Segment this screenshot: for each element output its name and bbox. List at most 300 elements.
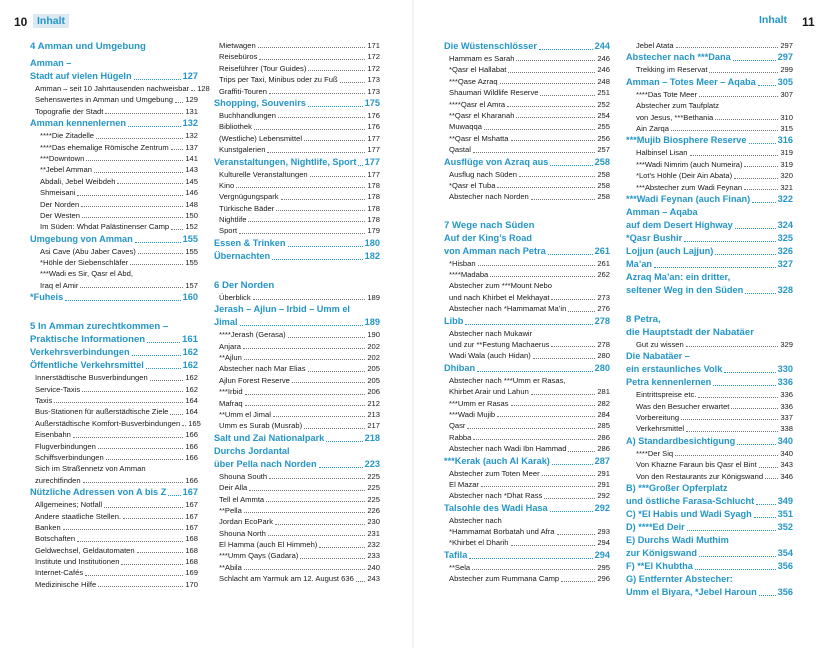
entry-page-number: 178 — [367, 192, 380, 202]
toc-column — [30, 40, 210, 590]
entry-page-number: 167 — [182, 487, 198, 498]
dot-leader — [744, 166, 778, 167]
entry-title: auf dem Desert Highway — [626, 219, 733, 230]
entry-title: **Qasr el Mshatta — [449, 133, 509, 143]
toc-entry — [214, 420, 380, 431]
dot-leader — [539, 49, 593, 50]
entry-page-number: 296 — [597, 574, 610, 584]
dot-leader — [138, 253, 184, 254]
entry-page-number: 161 — [181, 334, 198, 346]
entry-page-number: 286 — [597, 444, 610, 454]
section-entry — [626, 258, 793, 271]
entry-page-number: 166 — [185, 475, 198, 485]
toc-entry — [444, 432, 610, 443]
section-entry — [626, 206, 793, 219]
toc-entry — [214, 203, 380, 214]
dot-leader — [511, 545, 596, 546]
dot-leader — [497, 187, 595, 188]
toc-entry — [444, 468, 610, 479]
entry-page-number: 189 — [367, 292, 380, 302]
dot-leader — [735, 228, 776, 229]
dot-leader — [654, 267, 776, 268]
entry-page-number: 352 — [777, 522, 793, 533]
dot-leader — [671, 130, 778, 131]
section-entry — [626, 76, 793, 89]
dot-leader — [273, 416, 365, 417]
entry-title: *Fuheis — [30, 292, 64, 303]
entry-page-number: 178 — [367, 215, 380, 225]
entry-title: Überblick — [219, 292, 251, 302]
toc-entry — [30, 257, 198, 268]
toc-entry — [444, 398, 610, 409]
entry-title: El Mazar — [449, 479, 479, 489]
toc-entry — [444, 292, 610, 303]
entry-title: Übernachten — [214, 250, 271, 261]
toc-entry — [214, 74, 380, 85]
toc-entry — [214, 573, 380, 584]
entry-page-number: 155 — [182, 233, 198, 244]
entry-page-number: 307 — [780, 89, 793, 99]
entry-title: ****Der Siq — [636, 448, 674, 458]
entry-title: Talsohle des Wadi Hasa — [444, 502, 548, 513]
dot-leader — [243, 348, 365, 349]
entry-title: Tafila — [444, 549, 468, 560]
entry-page-number: 261 — [597, 258, 610, 268]
section-entry — [444, 549, 610, 562]
section-entry — [626, 534, 793, 547]
dot-leader — [94, 172, 183, 173]
entry-title: E) Durchs Wadi Muthim — [626, 535, 729, 546]
toc-entry — [444, 144, 610, 155]
entry-title: Kunstgalerien — [219, 145, 266, 155]
entry-title: Andere staatliche Stellen. — [35, 511, 122, 521]
entry-title: Die Wüstenschlösser — [444, 41, 537, 51]
entry-title: Innerstädtische Busverbindungen — [35, 373, 148, 383]
entry-page-number: 212 — [367, 398, 380, 408]
dot-leader — [268, 535, 365, 536]
entry-title: ein erstaunliches Volk — [626, 364, 723, 375]
dot-leader — [77, 195, 183, 196]
entry-title: zurechtfinden — [35, 475, 81, 485]
toc-entry — [30, 441, 198, 452]
entry-title: Shouna South — [219, 471, 268, 481]
entry-title: Jordan EcoPark — [219, 517, 274, 527]
entry-page-number: 172 — [367, 52, 380, 62]
entry-title: Amman kennenlernen — [30, 118, 126, 129]
left-page — [0, 0, 413, 648]
dot-leader — [300, 558, 365, 559]
entry-title: Trekking im Reservat — [636, 65, 708, 75]
entry-title: Verkehrsverbindungen — [30, 347, 130, 358]
toc-entry — [444, 280, 610, 291]
entry-title: Reiseführer (Tour Guides) — [219, 63, 307, 73]
dot-leader — [477, 371, 593, 372]
entry-page-number: 162 — [182, 360, 198, 371]
dot-leader — [508, 72, 595, 73]
entry-title: Qasr — [449, 421, 466, 431]
toc-entry — [214, 352, 380, 363]
dot-leader — [236, 187, 365, 188]
section-entry — [30, 233, 198, 246]
dot-leader — [542, 475, 596, 476]
dot-leader — [465, 324, 592, 325]
entry-title: Stadt auf vielen Hügeln — [30, 71, 132, 81]
dot-leader — [319, 547, 365, 548]
entry-page-number: 231 — [367, 528, 380, 538]
toc-entry — [214, 363, 380, 374]
entry-page-number: 176 — [367, 122, 380, 132]
dot-leader — [551, 346, 595, 347]
toc-entry — [444, 339, 610, 350]
entry-title: ***Mujib Biosphere Reserve — [626, 135, 747, 146]
section-entry — [214, 445, 380, 458]
dot-leader — [150, 380, 184, 381]
chapter-heading — [444, 219, 610, 232]
toc-entry — [30, 452, 198, 463]
entry-title: Shaumari Wildlife Reserve — [449, 88, 539, 98]
entry-page-number: 177 — [364, 156, 380, 167]
entry-title: 4 Amman und Umgebung — [30, 41, 146, 52]
toc-entry — [626, 448, 793, 459]
dot-leader — [146, 368, 181, 369]
toc-entry — [30, 463, 198, 474]
entry-page-number: 299 — [780, 65, 793, 75]
entry-title: Abstecher nach *Hammamat Ma’in — [449, 304, 567, 314]
toc-entry — [626, 182, 793, 193]
entry-title: zur Königswand — [626, 548, 697, 559]
dot-leader — [130, 264, 183, 265]
dot-leader — [734, 178, 778, 179]
entry-title: Türkische Bäder — [219, 203, 275, 213]
dot-leader — [473, 152, 595, 153]
dot-leader — [98, 448, 184, 449]
entry-title: ****Das Tote Meer — [636, 89, 698, 99]
toc-entry — [30, 522, 198, 533]
section-entry — [444, 232, 610, 245]
dot-leader — [561, 581, 595, 582]
entry-title: ****Madaba — [449, 270, 489, 280]
entry-page-number: 178 — [367, 180, 380, 190]
toc-entry — [626, 471, 793, 482]
entry-page-number: 315 — [780, 123, 793, 133]
toc-entry — [30, 545, 198, 556]
entry-page-number: 281 — [597, 387, 610, 397]
entry-page-number: 292 — [597, 491, 610, 501]
dot-leader — [500, 83, 596, 84]
dot-leader — [269, 93, 365, 94]
toc-entry — [30, 418, 201, 429]
entry-page-number: 336 — [777, 377, 793, 388]
entry-page-number: 177 — [367, 133, 380, 143]
entry-title: Im Süden: Whdat Palästinenser Camp — [40, 222, 170, 232]
entry-page-number: 294 — [594, 549, 610, 560]
entry-page-number: 252 — [597, 99, 610, 109]
toc-entry — [444, 420, 610, 431]
dot-leader — [550, 165, 592, 166]
entry-page-number: 292 — [594, 502, 610, 513]
toc-entry — [626, 389, 793, 400]
entry-page-number: 258 — [597, 192, 610, 202]
dot-leader — [758, 85, 776, 86]
entry-title: Petra kennenlernen — [626, 377, 712, 388]
section-entry — [214, 237, 380, 250]
section-entry — [444, 455, 610, 468]
entry-title: Flugverbindungen — [35, 441, 96, 451]
entry-title: ***Wadi Mujib — [449, 409, 496, 419]
entry-title: Ausflüge von Azraq aus — [444, 156, 549, 167]
entry-title: Hammam es Sarah — [449, 53, 515, 63]
dot-leader — [540, 95, 595, 96]
toc-entry — [30, 199, 198, 210]
dot-leader — [259, 59, 365, 60]
toc-entry — [214, 505, 380, 516]
entry-title: Gut zu wissen — [636, 339, 684, 349]
entry-page-number: 258 — [594, 156, 610, 167]
entry-title: Verkehrsmittel — [636, 424, 685, 434]
dot-leader — [744, 189, 778, 190]
entry-title: Von Khazne Faraun bis Qasr el Bint — [636, 460, 757, 470]
dot-leader — [278, 117, 365, 118]
toc-entry — [626, 89, 793, 100]
toc-entry — [444, 258, 610, 269]
dot-leader — [690, 155, 779, 156]
dot-leader — [533, 358, 596, 359]
entry-title: ***Wadi Nimrim (auch Numeira) — [636, 159, 743, 169]
entry-page-number: 226 — [367, 505, 380, 515]
toc-entry — [444, 180, 610, 191]
entry-title: Abstecher zum ***Mount Nebo — [449, 281, 552, 291]
entry-page-number: 257 — [597, 145, 610, 155]
dot-leader — [182, 425, 186, 426]
chapter-heading — [626, 313, 793, 326]
entry-title: Abstecher nach — [449, 515, 502, 525]
running-head: Inhalt — [33, 14, 69, 28]
entry-title: Umm es Surab (Musrab) — [219, 421, 303, 431]
entry-page-number: 321 — [780, 182, 793, 192]
dot-leader — [147, 342, 180, 343]
dot-leader — [550, 511, 593, 512]
page-number: 10 — [14, 15, 28, 29]
entry-title: Allgemeines; Notfall — [35, 500, 103, 510]
dot-leader — [239, 233, 365, 234]
dot-leader — [756, 504, 776, 505]
entry-title: Amman – — [30, 58, 72, 68]
section-entry — [444, 502, 610, 515]
entry-title: Abdali, Jebel Weibdeh — [40, 176, 116, 186]
toc-entry — [626, 123, 793, 134]
dot-leader — [754, 517, 776, 518]
entry-page-number: 254 — [597, 110, 610, 120]
section-entry — [626, 51, 793, 64]
entry-title: Ausflug nach Süden — [449, 169, 517, 179]
dot-leader — [171, 149, 184, 150]
toc-entry — [30, 280, 198, 291]
entry-page-number: 167 — [185, 511, 198, 521]
entry-title: **Sela — [449, 562, 471, 572]
dot-leader — [106, 459, 184, 460]
dot-leader — [686, 431, 778, 432]
entry-title: Reisebüros — [219, 52, 258, 62]
entry-title: Eisenbahn — [35, 430, 71, 440]
dot-leader — [552, 464, 593, 465]
entry-title: Tell el Ammta — [219, 494, 265, 504]
entry-title: A) Standardbesichtigung — [626, 435, 736, 446]
toc-entry — [30, 106, 198, 117]
entry-title: Abstecher nach Mukawir — [449, 328, 533, 338]
toc-entry — [626, 147, 793, 158]
entry-page-number: 340 — [780, 448, 793, 458]
entry-title: Veranstaltungen, Nightlife, Sport — [214, 156, 357, 167]
toc-entry — [30, 142, 198, 153]
entry-page-number: 349 — [777, 496, 793, 507]
entry-page-number: 152 — [185, 222, 198, 232]
dot-leader — [85, 575, 183, 576]
entry-page-number: 182 — [364, 250, 380, 261]
dot-leader — [568, 451, 595, 452]
toc-entry — [214, 86, 380, 97]
entry-title: Taxis — [35, 396, 53, 406]
entry-page-number: 291 — [597, 468, 610, 478]
entry-title: *Qasr el Tuba — [449, 180, 496, 190]
toc-entry — [444, 328, 610, 339]
toc-entry — [444, 76, 610, 87]
entry-title: Muwaqqa — [449, 122, 482, 132]
entry-title: Die Nabatäer – — [626, 351, 690, 362]
entry-page-number: 232 — [367, 540, 380, 550]
entry-page-number: 297 — [777, 52, 793, 63]
toc-entry — [30, 579, 198, 590]
dot-leader — [105, 113, 183, 114]
entry-title: Sport — [219, 226, 238, 236]
entry-title: C) *El Habis und Wadi Syagh — [626, 509, 752, 520]
entry-page-number: 273 — [597, 292, 610, 302]
toc-column — [214, 40, 380, 585]
entry-title: Geldwechsel, Geldautomaten — [35, 545, 135, 555]
chapter-heading — [30, 320, 198, 333]
entry-page-number: 330 — [777, 364, 793, 375]
entry-title: Abstecher nach Wadi Ibn Hammad — [449, 444, 567, 454]
dot-leader — [516, 117, 595, 118]
entry-page-number: 338 — [780, 424, 793, 434]
entry-page-number: 246 — [597, 65, 610, 75]
entry-page-number: 162 — [182, 347, 198, 358]
entry-title: Banken — [35, 522, 61, 532]
entry-title: Abstecher nach ***Umm er Rasas, — [449, 375, 566, 385]
toc-entry — [30, 372, 198, 383]
entry-page-number: 155 — [185, 258, 198, 268]
dot-leader — [54, 402, 183, 403]
entry-title: Anjara — [219, 341, 241, 351]
entry-page-number: 167 — [185, 500, 198, 510]
chapter-heading — [30, 333, 198, 346]
entry-page-number: 173 — [367, 75, 380, 85]
entry-title: Graffiti-Touren — [219, 86, 267, 96]
entry-title: Sich im Straßennetz von Amman — [35, 464, 146, 474]
section-entry — [626, 363, 793, 376]
dot-leader — [86, 160, 183, 161]
entry-page-number: 148 — [185, 199, 198, 209]
entry-page-number: 276 — [597, 304, 610, 314]
entry-title: Kulturelle Veranstaltungen — [219, 169, 308, 179]
entry-page-number: 322 — [777, 193, 793, 204]
section-entry — [626, 232, 793, 245]
entry-title: Jerash – Ajlun – Irbid – Umm el — [214, 304, 350, 315]
entry-page-number: 132 — [185, 131, 198, 141]
entry-page-number: 177 — [367, 145, 380, 155]
dot-leader — [308, 70, 365, 71]
entry-title: Sehenswertes in Amman und Umgebung — [35, 95, 174, 105]
dot-leader — [254, 129, 365, 130]
dot-leader — [171, 229, 183, 230]
dot-leader — [737, 444, 775, 445]
entry-page-number: 282 — [597, 398, 610, 408]
toc-entry — [444, 64, 610, 75]
entry-title: Eintrittspreise etc. — [636, 390, 697, 400]
entry-title: Iraq el Amir — [40, 280, 79, 290]
toc-entry — [444, 110, 610, 121]
toc-entry — [214, 471, 380, 482]
entry-page-number: 218 — [364, 432, 380, 443]
dot-leader — [310, 176, 366, 177]
toc-entry — [214, 494, 380, 505]
dot-leader — [121, 564, 183, 565]
entry-title: seltener Weg in den Süden — [626, 284, 744, 295]
section-entry — [214, 156, 380, 169]
entry-title: Der Westen — [40, 210, 80, 220]
entry-page-number: 150 — [185, 210, 198, 220]
toc-entry — [444, 169, 610, 180]
entry-page-number: 162 — [185, 373, 198, 383]
entry-page-number: 146 — [185, 188, 198, 198]
section-entry — [626, 508, 793, 521]
running-head: Inhalt — [759, 14, 787, 26]
entry-title: *Qasr Bushir — [626, 232, 683, 243]
entry-page-number: 202 — [367, 353, 380, 363]
dot-leader — [82, 217, 183, 218]
toc-entry — [30, 176, 198, 187]
dot-leader — [684, 241, 775, 242]
toc-column — [626, 40, 793, 599]
entry-page-number: 305 — [777, 76, 793, 87]
page-number: 11 — [802, 15, 815, 29]
entry-title: Dhiban — [444, 362, 476, 373]
section-entry — [626, 482, 793, 495]
toc-entry — [30, 83, 210, 94]
dot-leader — [245, 405, 366, 406]
entry-page-number: 354 — [777, 548, 793, 559]
toc-entry — [30, 475, 198, 486]
dot-leader — [272, 259, 362, 260]
entry-title: ****Qasr el Amra — [449, 99, 506, 109]
dot-leader — [80, 287, 183, 288]
entry-title: Ain Zarqa — [636, 123, 669, 133]
section-entry — [214, 432, 380, 445]
entry-title: Amman – Aqaba — [626, 206, 698, 217]
dot-leader — [82, 391, 183, 392]
toc-entry — [30, 187, 198, 198]
section-entry — [626, 193, 793, 206]
entry-page-number: 294 — [597, 538, 610, 548]
entry-page-number: 168 — [185, 534, 198, 544]
toc-entry — [626, 100, 793, 111]
entry-page-number: 129 — [185, 95, 198, 105]
toc-entry — [30, 511, 198, 522]
entry-title: Schiffsverbindungen — [35, 452, 104, 462]
entry-title: *Höhle der Siebenschläfer — [40, 258, 129, 268]
dot-leader — [123, 518, 183, 519]
entry-title: Azraq Ma’an: ein dritter, — [626, 271, 731, 282]
dot-leader — [557, 534, 596, 535]
